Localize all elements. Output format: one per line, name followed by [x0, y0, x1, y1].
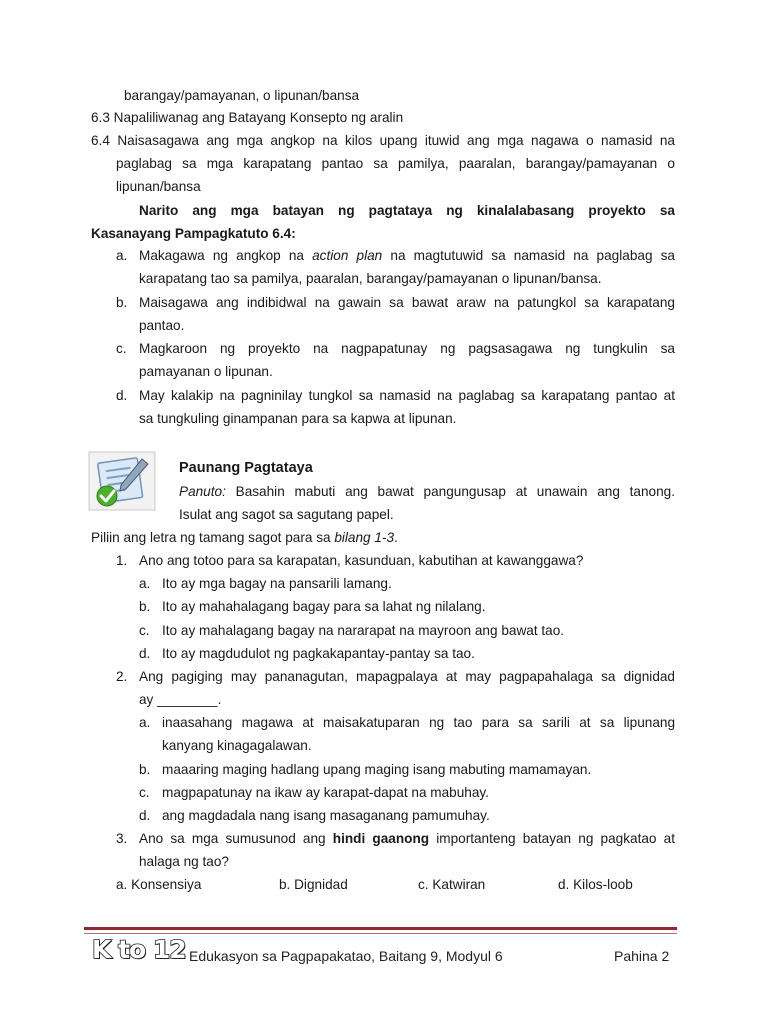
instruction-line: Piliin ang letra ng tamang sagot para sa bilang 1-3.: [91, 530, 398, 545]
q3-number: 3.: [116, 831, 128, 846]
criteria-a-line1: Makagawa ng angkop na action plan na magtutuwid sa namasid na paglabag sa: [139, 248, 675, 263]
criteria-d-letter: d.: [116, 388, 128, 403]
panuto-line2: Isulat ang sagot sa sagutang papel.: [179, 507, 394, 522]
q1-b-letter: b.: [139, 599, 151, 614]
objective-6-4-cont: paglabag sa mga karapatang pantao sa pamilya, paaralan, barangay/pamayanan o: [116, 156, 675, 171]
objective-6-4-end: lipunan/bansa: [116, 179, 201, 194]
q1-c-text: Ito ay mahalagang bagay na nararapat na mayroon ang bawat tao.: [162, 623, 565, 638]
q2-c-letter: c.: [139, 785, 150, 800]
criteria-intro: Narito ang mga batayan ng pagtataya ng kinalalabasang proyekto sa: [139, 203, 675, 218]
checklist-pencil-icon: [88, 451, 156, 511]
objective-line: barangay/pamayanan, o lipunan/bansa: [124, 88, 360, 103]
q1-d-text: Ito ay magdudulot ng pagkakapantay-pantay sa tao.: [162, 646, 475, 661]
q2-number: 2.: [116, 669, 128, 684]
criteria-b-line1: Maisagawa ang indibidwal na gawain sa bawat araw na patungkol sa karapatang: [139, 295, 675, 310]
criteria-b-letter: b.: [116, 295, 128, 310]
section-title: Paunang Pagtataya: [179, 460, 313, 476]
q1-text: Ano ang totoo para sa karapatan, kasunduan, kabutihan at kawanggawa?: [139, 553, 584, 568]
q2-text-line2: ay ________.: [139, 692, 222, 707]
q2-a-letter: a.: [139, 715, 151, 730]
criteria-c-letter: c.: [116, 341, 127, 356]
objective-6-4: 6.4 Naisasagawa ang mga angkop na kilos upang ituwid ang mga nagawa o namasid na: [91, 133, 675, 148]
objective-6-3: 6.3 Napaliliwanag ang Batayang Konsepto ng aralin: [91, 110, 404, 125]
q3-option-c: c. Katwiran: [418, 877, 486, 892]
q2-b-text: maaaring maging hadlang upang maging isang mabuting mamamayan.: [162, 762, 592, 777]
q3-option-b: b. Dignidad: [279, 877, 348, 892]
criteria-a-letter: a.: [116, 248, 128, 263]
q1-c-letter: c.: [139, 623, 150, 638]
criteria-c-line2: pamayanan o lipunan.: [139, 364, 273, 379]
q1-a-text: Ito ay mga bagay na pansarili lamang.: [162, 576, 392, 591]
footer-rule-thin: [84, 933, 677, 934]
q1-number: 1.: [116, 553, 128, 568]
criteria-b-line2: pantao.: [139, 318, 185, 333]
criteria-d-line2: sa tungkuling ginampanan para sa kapwa at lipunan.: [139, 411, 457, 426]
q2-b-letter: b.: [139, 762, 151, 777]
criteria-intro-end: Kasanayang Pampagkatuto 6.4:: [91, 226, 296, 241]
criteria-d-line1: May kalakip na pagninilay tungkol sa namasid na paglabag sa karapatang pantao at: [139, 388, 675, 403]
q2-d-text: ang magdadala nang isang masaganang pamumuhay.: [162, 808, 490, 823]
criteria-a-line2: karapatang tao sa pamilya, paaralan, barangay/pamayanan o lipunan/bansa.: [139, 271, 602, 286]
k-to-12-logo: K to 12: [92, 935, 186, 964]
q2-a-text-line1: inaasahang magawa at maisakatuparan ng tao para sa sarili at sa lipunang: [162, 715, 675, 730]
q1-d-letter: d.: [139, 646, 151, 661]
footer-title: Edukasyon sa Pagpapakatao, Baitang 9, Modyul 6: [189, 948, 503, 964]
panuto-line1: Panuto: Basahin mabuti ang bawat pangungusap at unawain ang tanong.: [179, 484, 675, 499]
footer-rule-thick: [84, 927, 677, 930]
q2-d-letter: d.: [139, 808, 151, 823]
q3-option-d: d. Kilos-loob: [558, 877, 633, 892]
q2-text-line1: Ang pagiging may pananagutan, mapagpalaya at may pagpapahalaga sa dignidad: [139, 669, 675, 684]
q2-c-text: magpapatunay na ikaw ay karapat-dapat na mabuhay.: [162, 785, 489, 800]
q1-b-text: Ito ay mahahalagang bagay para sa lahat ng nilalang.: [162, 599, 486, 614]
q3-option-a: a. Konsensiya: [116, 877, 202, 892]
page-number: Pahina 2: [614, 948, 670, 964]
q2-a-text-line2: kanyang kinagagalawan.: [162, 738, 312, 753]
q1-a-letter: a.: [139, 576, 151, 591]
q3-text-line2: halaga ng tao?: [139, 854, 229, 869]
criteria-c-line1: Magkaroon ng proyekto na nagpapatunay ng pagsasagawa ng tungkulin sa: [139, 341, 675, 356]
q3-text-line1: Ano sa mga sumusunod ang hindi gaanong importanteng batayan ng pagkatao at: [139, 831, 675, 846]
